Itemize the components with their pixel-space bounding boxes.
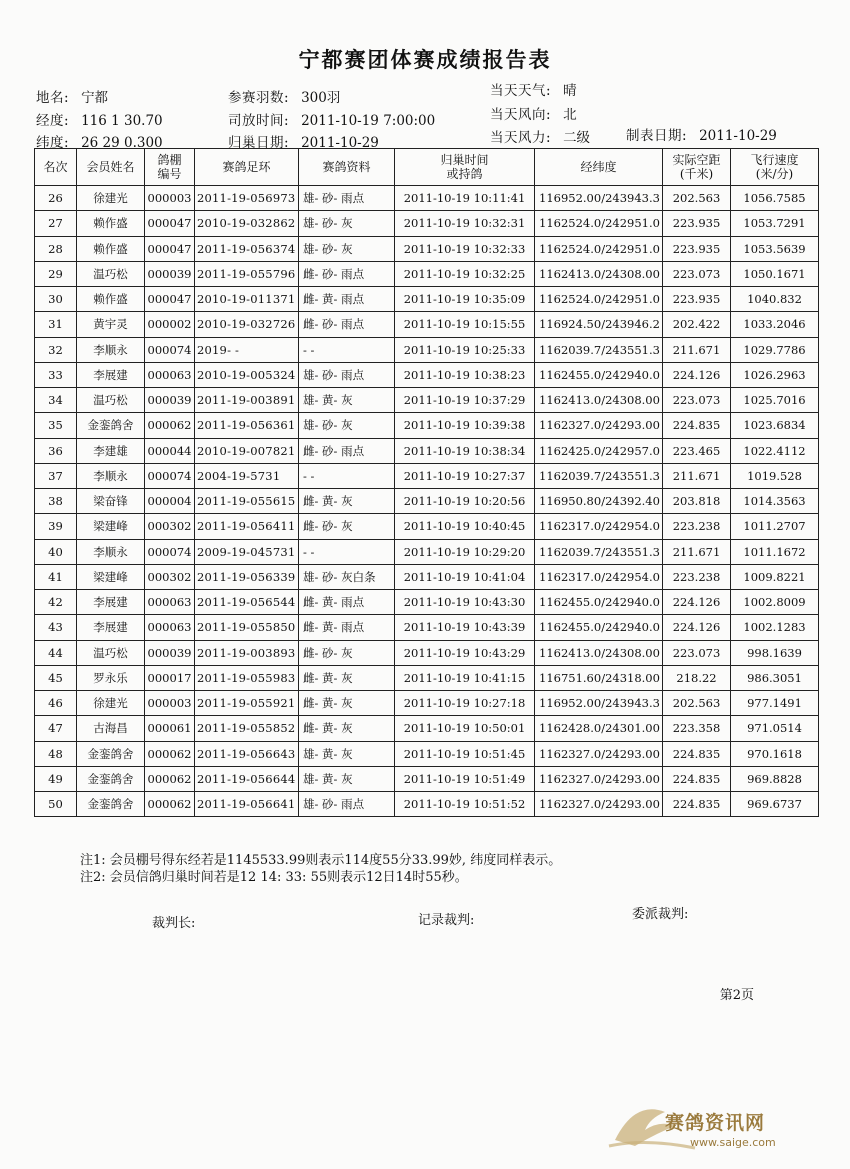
cell-coordinates: 116950.80/24392.40 bbox=[535, 489, 663, 514]
cell-distance: 224.835 bbox=[663, 766, 731, 791]
cell-return-time: 2011-10-19 10:32:33 bbox=[395, 236, 535, 261]
cell-pigeon-info: 雄- 砂- 灰 bbox=[299, 413, 395, 438]
cell-speed: 1053.7291 bbox=[731, 211, 819, 236]
cell-rank: 38 bbox=[35, 489, 77, 514]
cell-distance: 211.671 bbox=[663, 463, 731, 488]
count-label: 参赛羽数: bbox=[228, 90, 290, 106]
cell-pigeon-info: 雄- 砂- 雨点 bbox=[299, 186, 395, 211]
cell-loft: 000062 bbox=[145, 413, 195, 438]
cell-coordinates: 1162327.0/24293.00 bbox=[535, 741, 663, 766]
table-row bbox=[35, 590, 819, 615]
cell-member: 李展建 bbox=[77, 362, 145, 387]
cell-return-time: 2011-10-19 10:20:56 bbox=[395, 489, 535, 514]
cell-coordinates: 116952.00/243943.3 bbox=[535, 186, 663, 211]
cell-return-time: 2011-10-19 10:39:38 bbox=[395, 413, 535, 438]
cell-return-time: 2011-10-19 10:38:34 bbox=[395, 438, 535, 463]
cell-member: 温巧松 bbox=[77, 261, 145, 286]
cell-ring: 2011-19-055796 bbox=[195, 261, 299, 286]
cell-rank: 37 bbox=[35, 463, 77, 488]
cell-member: 赖作盛 bbox=[77, 287, 145, 312]
table-row bbox=[35, 388, 819, 413]
info-count bbox=[228, 86, 340, 106]
cell-ring: 2011-19-056544 bbox=[195, 590, 299, 615]
cell-distance: 202.563 bbox=[663, 186, 731, 211]
place-value: 宁都 bbox=[81, 90, 109, 106]
table-row bbox=[35, 186, 819, 211]
cell-loft: 000074 bbox=[145, 337, 195, 362]
cell-return-time: 2011-10-19 10:40:45 bbox=[395, 514, 535, 539]
cell-coordinates: 1162039.7/243551.3 bbox=[535, 463, 663, 488]
cell-coordinates: 1162455.0/242940.0 bbox=[535, 362, 663, 387]
table-row bbox=[35, 514, 819, 539]
cell-speed: 1022.4112 bbox=[731, 438, 819, 463]
col-distance-header: 实际空距 (千米) bbox=[663, 149, 731, 186]
cell-member: 赖作盛 bbox=[77, 211, 145, 236]
cell-speed: 986.3051 bbox=[731, 665, 819, 690]
info-longitude bbox=[36, 109, 163, 129]
watermark-url: www.saige.com bbox=[690, 1136, 776, 1149]
cell-coordinates: 1162524.0/242951.0 bbox=[535, 211, 663, 236]
cell-speed: 1025.7016 bbox=[731, 388, 819, 413]
latitude-label: 纬度: bbox=[36, 135, 70, 151]
cell-pigeon-info: - - bbox=[299, 337, 395, 362]
cell-distance: 224.126 bbox=[663, 615, 731, 640]
cell-pigeon-info: 雄- 砂- 灰 bbox=[299, 236, 395, 261]
cell-ring: 2011-19-003891 bbox=[195, 388, 299, 413]
cell-loft: 000061 bbox=[145, 716, 195, 741]
cell-speed: 1026.2963 bbox=[731, 362, 819, 387]
cell-speed: 977.1491 bbox=[731, 691, 819, 716]
longitude-label: 经度: bbox=[36, 113, 70, 129]
cell-speed: 970.1618 bbox=[731, 741, 819, 766]
cell-coordinates: 116924.50/243946.2 bbox=[535, 312, 663, 337]
info-made-date bbox=[626, 124, 777, 144]
cell-pigeon-info: 雄- 黄- 灰 bbox=[299, 766, 395, 791]
latitude-value: 26 29 0.300 bbox=[81, 135, 163, 151]
made-date-label: 制表日期: bbox=[626, 128, 688, 144]
table-row bbox=[35, 766, 819, 791]
cell-ring: 2011-19-055983 bbox=[195, 665, 299, 690]
longitude-value: 116 1 30.70 bbox=[81, 113, 163, 129]
cell-member: 黄宇灵 bbox=[77, 312, 145, 337]
cell-pigeon-info: 雄- 砂- 雨点 bbox=[299, 792, 395, 817]
cell-loft: 000302 bbox=[145, 564, 195, 589]
cell-loft: 000074 bbox=[145, 463, 195, 488]
cell-coordinates: 1162428.0/24301.00 bbox=[535, 716, 663, 741]
cell-pigeon-info: 雄- 砂- 灰白条 bbox=[299, 564, 395, 589]
cell-return-time: 2011-10-19 10:27:18 bbox=[395, 691, 535, 716]
cell-member: 金銮鸽舍 bbox=[77, 766, 145, 791]
table-row bbox=[35, 640, 819, 665]
table-row bbox=[35, 438, 819, 463]
cell-distance: 223.358 bbox=[663, 716, 731, 741]
cell-pigeon-info: 雄- 砂- 灰 bbox=[299, 211, 395, 236]
cell-rank: 45 bbox=[35, 665, 77, 690]
table-row bbox=[35, 261, 819, 286]
cell-rank: 30 bbox=[35, 287, 77, 312]
note-2: 注2: 会员信鸽归巢时间若是12 14: 33: 55则表示12日14时55秒。 bbox=[80, 870, 468, 885]
cell-return-time: 2011-10-19 10:51:45 bbox=[395, 741, 535, 766]
col-rank-header: 名次 bbox=[35, 149, 77, 186]
cell-member: 李展建 bbox=[77, 615, 145, 640]
cell-member: 赖作盛 bbox=[77, 236, 145, 261]
return-label: 归巢日期: bbox=[228, 135, 290, 151]
cell-loft: 000044 bbox=[145, 438, 195, 463]
release-value: 2011-10-19 7:00:00 bbox=[301, 113, 436, 129]
info-wind-force bbox=[490, 126, 590, 146]
table-row bbox=[35, 489, 819, 514]
cell-ring: 2010-19-005324 bbox=[195, 362, 299, 387]
cell-coordinates: 1162413.0/24308.00 bbox=[535, 388, 663, 413]
cell-return-time: 2011-10-19 10:38:23 bbox=[395, 362, 535, 387]
cell-coordinates: 1162317.0/242954.0 bbox=[535, 564, 663, 589]
cell-ring: 2011-19-055852 bbox=[195, 716, 299, 741]
cell-distance: 218.22 bbox=[663, 665, 731, 690]
table-header-row bbox=[35, 149, 819, 186]
cell-pigeon-info: 雌- 黄- 灰 bbox=[299, 489, 395, 514]
cell-loft: 000002 bbox=[145, 312, 195, 337]
wind-direction-label: 当天风向: bbox=[490, 107, 552, 123]
cell-rank: 39 bbox=[35, 514, 77, 539]
table-row bbox=[35, 691, 819, 716]
cell-member: 金銮鸽舍 bbox=[77, 413, 145, 438]
cell-pigeon-info: 雌- 砂- 灰 bbox=[299, 514, 395, 539]
cell-member: 李展建 bbox=[77, 590, 145, 615]
cell-ring: 2011-19-056411 bbox=[195, 514, 299, 539]
count-value: 300羽 bbox=[301, 90, 341, 106]
cell-pigeon-info: 雄- 黄- 灰 bbox=[299, 741, 395, 766]
cell-loft: 000047 bbox=[145, 211, 195, 236]
cell-loft: 000063 bbox=[145, 590, 195, 615]
col-return-time-header: 归巢时间 或持鸽 bbox=[395, 149, 535, 186]
cell-speed: 969.8828 bbox=[731, 766, 819, 791]
cell-loft: 000062 bbox=[145, 766, 195, 791]
cell-rank: 29 bbox=[35, 261, 77, 286]
wind-direction-value: 北 bbox=[563, 107, 577, 123]
col-ring-header: 赛鸽足环 bbox=[195, 149, 299, 186]
cell-loft: 000074 bbox=[145, 539, 195, 564]
cell-pigeon-info: 雌- 黄- 雨点 bbox=[299, 615, 395, 640]
cell-distance: 223.935 bbox=[663, 287, 731, 312]
cell-speed: 1002.8009 bbox=[731, 590, 819, 615]
cell-ring: 2011-19-055921 bbox=[195, 691, 299, 716]
cell-coordinates: 1162327.0/24293.00 bbox=[535, 792, 663, 817]
cell-ring: 2011-19-056644 bbox=[195, 766, 299, 791]
cell-speed: 1040.832 bbox=[731, 287, 819, 312]
cell-distance: 203.818 bbox=[663, 489, 731, 514]
cell-distance: 202.422 bbox=[663, 312, 731, 337]
cell-ring: 2010-19-032726 bbox=[195, 312, 299, 337]
cell-rank: 44 bbox=[35, 640, 77, 665]
cell-rank: 47 bbox=[35, 716, 77, 741]
cell-coordinates: 116751.60/24318.00 bbox=[535, 665, 663, 690]
cell-rank: 34 bbox=[35, 388, 77, 413]
cell-speed: 971.0514 bbox=[731, 716, 819, 741]
cell-member: 李建雄 bbox=[77, 438, 145, 463]
cell-distance: 224.835 bbox=[663, 741, 731, 766]
cell-rank: 35 bbox=[35, 413, 77, 438]
cell-rank: 46 bbox=[35, 691, 77, 716]
cell-speed: 969.6737 bbox=[731, 792, 819, 817]
place-label: 地名: bbox=[36, 90, 70, 106]
cell-loft: 000039 bbox=[145, 640, 195, 665]
cell-coordinates: 1162413.0/24308.00 bbox=[535, 640, 663, 665]
table-row bbox=[35, 362, 819, 387]
cell-rank: 50 bbox=[35, 792, 77, 817]
col-loft-header: 鸽棚 编号 bbox=[145, 149, 195, 186]
cell-pigeon-info: 雄- 黄- 灰 bbox=[299, 388, 395, 413]
table-row bbox=[35, 741, 819, 766]
cell-return-time: 2011-10-19 10:43:29 bbox=[395, 640, 535, 665]
table-row bbox=[35, 716, 819, 741]
cell-speed: 1014.3563 bbox=[731, 489, 819, 514]
cell-return-time: 2011-10-19 10:51:49 bbox=[395, 766, 535, 791]
table-row bbox=[35, 236, 819, 261]
cell-loft: 000003 bbox=[145, 186, 195, 211]
delegated-referee-signature: 委派裁判: bbox=[632, 907, 689, 922]
cell-rank: 41 bbox=[35, 564, 77, 589]
cell-return-time: 2011-10-19 10:11:41 bbox=[395, 186, 535, 211]
cell-distance: 223.073 bbox=[663, 640, 731, 665]
cell-rank: 26 bbox=[35, 186, 77, 211]
cell-distance: 224.126 bbox=[663, 590, 731, 615]
table-row bbox=[35, 792, 819, 817]
weather-value: 晴 bbox=[563, 83, 577, 99]
cell-return-time: 2011-10-19 10:43:39 bbox=[395, 615, 535, 640]
cell-speed: 1056.7585 bbox=[731, 186, 819, 211]
info-weather bbox=[490, 79, 577, 99]
cell-rank: 43 bbox=[35, 615, 77, 640]
cell-member: 金銮鸽舍 bbox=[77, 792, 145, 817]
cell-speed: 1053.5639 bbox=[731, 236, 819, 261]
cell-member: 罗永乐 bbox=[77, 665, 145, 690]
cell-ring: 2011-19-056641 bbox=[195, 792, 299, 817]
cell-member: 温巧松 bbox=[77, 388, 145, 413]
cell-loft: 000003 bbox=[145, 691, 195, 716]
cell-member: 古海昌 bbox=[77, 716, 145, 741]
cell-distance: 223.465 bbox=[663, 438, 731, 463]
cell-pigeon-info: 雄- 砂- 雨点 bbox=[299, 362, 395, 387]
cell-distance: 223.238 bbox=[663, 514, 731, 539]
cell-rank: 28 bbox=[35, 236, 77, 261]
cell-speed: 1033.2046 bbox=[731, 312, 819, 337]
page-title: 宁都赛团体赛成绩报告表 bbox=[298, 48, 552, 72]
cell-distance: 211.671 bbox=[663, 337, 731, 362]
cell-return-time: 2011-10-19 10:41:04 bbox=[395, 564, 535, 589]
cell-coordinates: 1162425.0/242957.0 bbox=[535, 438, 663, 463]
cell-ring: 2010-19-032862 bbox=[195, 211, 299, 236]
cell-rank: 48 bbox=[35, 741, 77, 766]
weather-label: 当天天气: bbox=[490, 83, 552, 99]
cell-distance: 223.073 bbox=[663, 261, 731, 286]
referee-chief-signature: 裁判长: bbox=[152, 916, 196, 931]
cell-return-time: 2011-10-19 10:32:25 bbox=[395, 261, 535, 286]
table-row bbox=[35, 211, 819, 236]
cell-member: 李顺永 bbox=[77, 539, 145, 564]
cell-ring: 2011-19-055850 bbox=[195, 615, 299, 640]
table-row bbox=[35, 337, 819, 362]
cell-ring: 2010-19-007821 bbox=[195, 438, 299, 463]
cell-ring: 2011-19-056643 bbox=[195, 741, 299, 766]
cell-coordinates: 1162039.7/243551.3 bbox=[535, 539, 663, 564]
cell-loft: 000062 bbox=[145, 741, 195, 766]
cell-distance: 223.073 bbox=[663, 388, 731, 413]
cell-ring: 2011-19-056361 bbox=[195, 413, 299, 438]
cell-pigeon-info: - - bbox=[299, 463, 395, 488]
col-speed-header: 飞行速度 (米/分) bbox=[731, 149, 819, 186]
cell-return-time: 2011-10-19 10:50:01 bbox=[395, 716, 535, 741]
cell-loft: 000039 bbox=[145, 388, 195, 413]
cell-distance: 223.935 bbox=[663, 236, 731, 261]
cell-speed: 1050.1671 bbox=[731, 261, 819, 286]
cell-pigeon-info: - - bbox=[299, 539, 395, 564]
col-coordinates-header: 经纬度 bbox=[535, 149, 663, 186]
table-row bbox=[35, 463, 819, 488]
cell-return-time: 2011-10-19 10:29:20 bbox=[395, 539, 535, 564]
cell-ring: 2004-19-5731 bbox=[195, 463, 299, 488]
cell-speed: 1009.8221 bbox=[731, 564, 819, 589]
table-row bbox=[35, 665, 819, 690]
cell-coordinates: 1162455.0/242940.0 bbox=[535, 590, 663, 615]
table-row bbox=[35, 615, 819, 640]
cell-rank: 49 bbox=[35, 766, 77, 791]
cell-return-time: 2011-10-19 10:15:55 bbox=[395, 312, 535, 337]
cell-return-time: 2011-10-19 10:32:31 bbox=[395, 211, 535, 236]
cell-return-time: 2011-10-19 10:35:09 bbox=[395, 287, 535, 312]
table-row bbox=[35, 539, 819, 564]
results-table bbox=[34, 148, 819, 817]
cell-speed: 1002.1283 bbox=[731, 615, 819, 640]
cell-member: 李顺永 bbox=[77, 463, 145, 488]
cell-speed: 1023.6834 bbox=[731, 413, 819, 438]
cell-coordinates: 116952.00/243943.3 bbox=[535, 691, 663, 716]
note-1: 注1: 会员棚号得东经若是1145533.99则表示114度55分33.99妙, 纬度同样表示。 bbox=[80, 853, 562, 868]
info-wind-direction bbox=[490, 103, 577, 123]
cell-rank: 33 bbox=[35, 362, 77, 387]
cell-speed: 1019.528 bbox=[731, 463, 819, 488]
cell-coordinates: 1162524.0/242951.0 bbox=[535, 236, 663, 261]
cell-return-time: 2011-10-19 10:51:52 bbox=[395, 792, 535, 817]
cell-ring: 2010-19-011371 bbox=[195, 287, 299, 312]
cell-rank: 32 bbox=[35, 337, 77, 362]
cell-ring: 2009-19-045731 bbox=[195, 539, 299, 564]
cell-speed: 998.1639 bbox=[731, 640, 819, 665]
cell-ring: 2011-19-003893 bbox=[195, 640, 299, 665]
info-place bbox=[36, 86, 108, 106]
recorder-signature: 记录裁判: bbox=[418, 913, 475, 928]
cell-ring: 2011-19-056339 bbox=[195, 564, 299, 589]
cell-return-time: 2011-10-19 10:37:29 bbox=[395, 388, 535, 413]
cell-member: 梁奋锋 bbox=[77, 489, 145, 514]
cell-distance: 211.671 bbox=[663, 539, 731, 564]
cell-loft: 000302 bbox=[145, 514, 195, 539]
cell-member: 梁建峰 bbox=[77, 514, 145, 539]
cell-member: 温巧松 bbox=[77, 640, 145, 665]
cell-pigeon-info: 雌- 砂- 雨点 bbox=[299, 438, 395, 463]
cell-loft: 000047 bbox=[145, 236, 195, 261]
cell-pigeon-info: 雌- 砂- 雨点 bbox=[299, 261, 395, 286]
watermark-name: 赛鸽资讯网 bbox=[665, 1112, 766, 1134]
cell-loft: 000039 bbox=[145, 261, 195, 286]
cell-speed: 1011.2707 bbox=[731, 514, 819, 539]
cell-distance: 224.126 bbox=[663, 362, 731, 387]
info-release bbox=[228, 109, 435, 129]
cell-distance: 202.563 bbox=[663, 691, 731, 716]
cell-ring: 2011-19-056973 bbox=[195, 186, 299, 211]
cell-speed: 1011.1672 bbox=[731, 539, 819, 564]
cell-return-time: 2011-10-19 10:27:37 bbox=[395, 463, 535, 488]
wind-force-label: 当天风力: bbox=[490, 130, 552, 146]
col-pigeon-info-header: 赛鸽资料 bbox=[299, 149, 395, 186]
cell-member: 梁建峰 bbox=[77, 564, 145, 589]
made-date-value: 2011-10-29 bbox=[699, 128, 777, 144]
cell-loft: 000004 bbox=[145, 489, 195, 514]
table-row bbox=[35, 564, 819, 589]
cell-loft: 000062 bbox=[145, 792, 195, 817]
cell-rank: 42 bbox=[35, 590, 77, 615]
cell-coordinates: 1162039.7/243551.3 bbox=[535, 337, 663, 362]
cell-pigeon-info: 雌- 黄- 雨点 bbox=[299, 287, 395, 312]
cell-rank: 27 bbox=[35, 211, 77, 236]
cell-pigeon-info: 雌- 砂- 灰 bbox=[299, 640, 395, 665]
cell-distance: 223.238 bbox=[663, 564, 731, 589]
cell-return-time: 2011-10-19 10:43:30 bbox=[395, 590, 535, 615]
cell-member: 李顺永 bbox=[77, 337, 145, 362]
wind-force-value: 二级 bbox=[563, 130, 591, 146]
table-row bbox=[35, 287, 819, 312]
cell-ring: 2011-19-056374 bbox=[195, 236, 299, 261]
table-row bbox=[35, 413, 819, 438]
cell-pigeon-info: 雌- 黄- 灰 bbox=[299, 716, 395, 741]
cell-rank: 40 bbox=[35, 539, 77, 564]
cell-member: 金銮鸽舍 bbox=[77, 741, 145, 766]
return-value: 2011-10-29 bbox=[301, 135, 379, 151]
page-number: 第2页 bbox=[719, 988, 754, 1003]
cell-ring: 2019- - bbox=[195, 337, 299, 362]
cell-coordinates: 1162317.0/242954.0 bbox=[535, 514, 663, 539]
cell-pigeon-info: 雌- 黄- 灰 bbox=[299, 665, 395, 690]
table-row bbox=[35, 312, 819, 337]
release-label: 司放时间: bbox=[228, 113, 290, 129]
cell-pigeon-info: 雌- 黄- 雨点 bbox=[299, 590, 395, 615]
cell-member: 徐建光 bbox=[77, 691, 145, 716]
cell-coordinates: 1162413.0/24308.00 bbox=[535, 261, 663, 286]
cell-return-time: 2011-10-19 10:41:15 bbox=[395, 665, 535, 690]
cell-distance: 224.835 bbox=[663, 792, 731, 817]
col-member-header: 会员姓名 bbox=[77, 149, 145, 186]
cell-speed: 1029.7786 bbox=[731, 337, 819, 362]
cell-distance: 223.935 bbox=[663, 211, 731, 236]
cell-coordinates: 1162327.0/24293.00 bbox=[535, 413, 663, 438]
cell-rank: 36 bbox=[35, 438, 77, 463]
cell-loft: 000047 bbox=[145, 287, 195, 312]
cell-member: 徐建光 bbox=[77, 186, 145, 211]
cell-coordinates: 1162455.0/242940.0 bbox=[535, 615, 663, 640]
cell-coordinates: 1162327.0/24293.00 bbox=[535, 766, 663, 791]
cell-loft: 000017 bbox=[145, 665, 195, 690]
cell-return-time: 2011-10-19 10:25:33 bbox=[395, 337, 535, 362]
cell-distance: 224.835 bbox=[663, 413, 731, 438]
cell-loft: 000063 bbox=[145, 615, 195, 640]
cell-loft: 000063 bbox=[145, 362, 195, 387]
cell-coordinates: 1162524.0/242951.0 bbox=[535, 287, 663, 312]
cell-pigeon-info: 雌- 黄- 灰 bbox=[299, 691, 395, 716]
cell-ring: 2011-19-055615 bbox=[195, 489, 299, 514]
cell-rank: 31 bbox=[35, 312, 77, 337]
cell-pigeon-info: 雌- 砂- 雨点 bbox=[299, 312, 395, 337]
